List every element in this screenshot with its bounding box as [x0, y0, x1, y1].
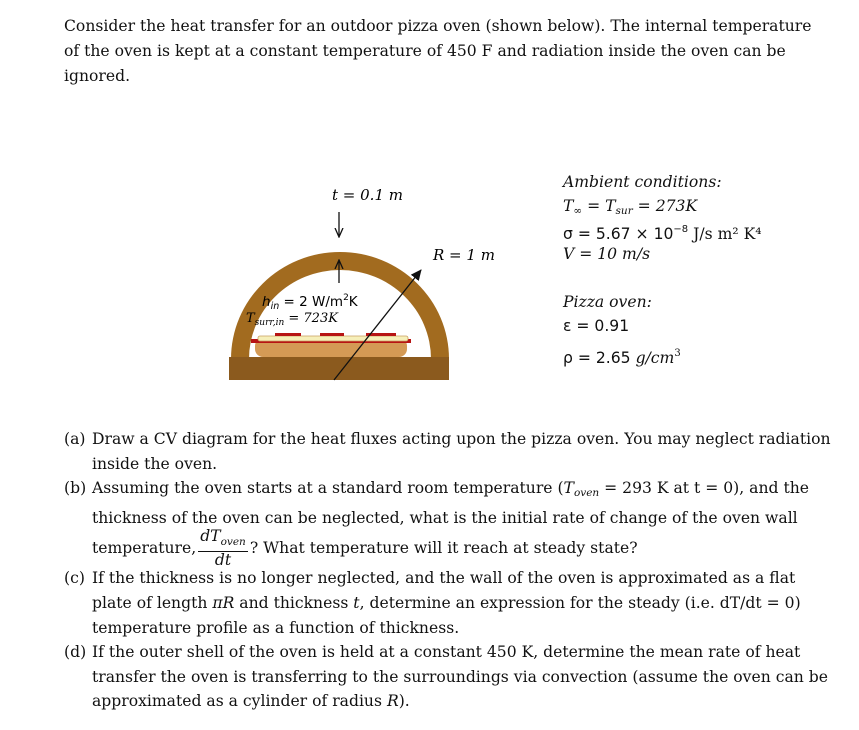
emissivity-line: ε = 0.91 [563, 317, 630, 335]
density-line: ρ = 2.65 $g/cm^3$ [563, 348, 681, 367]
topping [275, 333, 301, 336]
question-b: (b) Assuming the oven starts at a standard room temperature ($T_{oven} = 293$ K at t = 0), and the thickness of the oven can be neglected, what is the initial rate of change of the oven wall temperature, $\frac{dT_{oven}}{dt}$ ? What temperature will it reach at steady state? [64, 479, 809, 569]
velocity-line: V = 10 m/s [563, 245, 651, 263]
t-surr-label: $T_{surr,in} = 723K$ [246, 311, 338, 328]
dt-fraction: $\frac{dT_{oven}}{dt}$ [200, 526, 246, 569]
question-list [64, 427, 834, 714]
question-c: (c) If the thickness is no longer neglected, and the wall of the oven is approximated as a flat plate of length πR and thickness t, determine an expression for the steady (i.e. dT/dt = 0) temperature profile as a function of thickness. [64, 569, 801, 637]
topping [320, 333, 344, 336]
h-in-label: $h_{in} = 2$ $W/m^2K$ [262, 293, 358, 312]
oven-base [229, 357, 449, 380]
pizza-cheese [258, 336, 408, 341]
problem-intro: Consider the heat transfer for an outdoor pizza oven (shown below). The internal temperature of the oven is kept at a constant temperature of 450 F and radiation inside the oven can be ignored. [64, 17, 812, 85]
pizza-oven-heading: Pizza oven: [563, 293, 652, 311]
sigma-line: $\sigma = 5.67 \times 10^{-8}$ J/s m² K⁴ [563, 224, 762, 243]
conditions-panel [563, 170, 761, 366]
ambient-heading: Ambient conditions: [563, 173, 722, 191]
temperature-line: $T_\infty = T_{sur} = 273K$ [563, 197, 698, 217]
thickness-label: t = 0.1 m [332, 186, 403, 204]
question-a: (a) Draw a CV diagram for the heat fluxes acting upon the pizza oven. You may neglect radiation inside the oven. [64, 430, 831, 473]
question-d: (d) If the outer shell of the oven is held at a constant 450 K, determine the mean rate of heat transfer the oven is transferring to the surroundings via convection (assume the oven can be approximated as a cylinder of radius R). [64, 643, 828, 711]
radius-label: R = 1 m [433, 246, 495, 264]
